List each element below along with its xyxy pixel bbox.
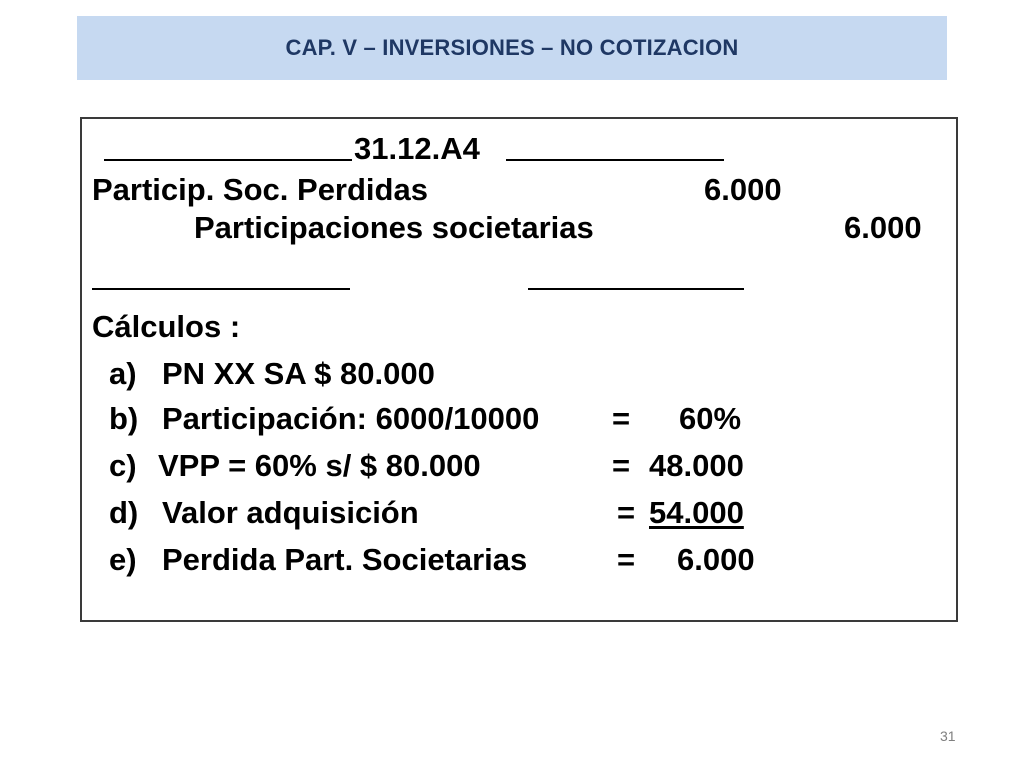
calc-a-letter: a)	[109, 356, 137, 391]
closing-rule-left	[92, 288, 350, 290]
credit-account: Participaciones societarias	[194, 210, 594, 245]
calc-e-value: 6.000	[677, 542, 755, 577]
calc-b-label: Participación: 6000/10000	[162, 401, 540, 436]
page-number: 31	[940, 728, 956, 744]
calc-e-letter: e)	[109, 542, 137, 577]
date-rule-right	[506, 159, 724, 161]
calc-d-letter: d)	[109, 495, 139, 530]
date-rule-left	[104, 159, 352, 161]
calc-d-label: Valor adquisición	[162, 495, 419, 530]
title-bar	[77, 16, 947, 80]
calc-b-letter: b)	[109, 401, 139, 436]
calc-c-equals: =	[612, 448, 631, 483]
calc-c-label: VPP = 60% s/ $ 80.000	[158, 448, 481, 483]
calculations-heading: Cálculos :	[92, 309, 241, 344]
debit-account: Particip. Soc. Perdidas	[92, 172, 428, 207]
journal-entry-box	[80, 117, 958, 622]
calc-c-letter: c)	[109, 448, 137, 483]
credit-amount: 6.000	[844, 210, 922, 245]
calc-b-equals: =	[612, 401, 631, 436]
calc-d-value: 54.000	[649, 495, 744, 530]
closing-rule-right	[528, 288, 744, 290]
slide-title: CAP. V – INVERSIONES – NO COTIZACION	[285, 35, 739, 60]
calc-b-value: 60%	[679, 401, 742, 436]
calc-d-equals: =	[617, 495, 636, 530]
debit-amount: 6.000	[704, 172, 782, 207]
calc-e-label: Perdida Part. Societarias	[162, 542, 528, 577]
calc-a-label: PN XX SA $ 80.000	[162, 356, 435, 391]
calc-e-equals: =	[617, 542, 636, 577]
entry-date: 31.12.A4	[354, 131, 480, 166]
calc-c-value: 48.000	[649, 448, 744, 483]
